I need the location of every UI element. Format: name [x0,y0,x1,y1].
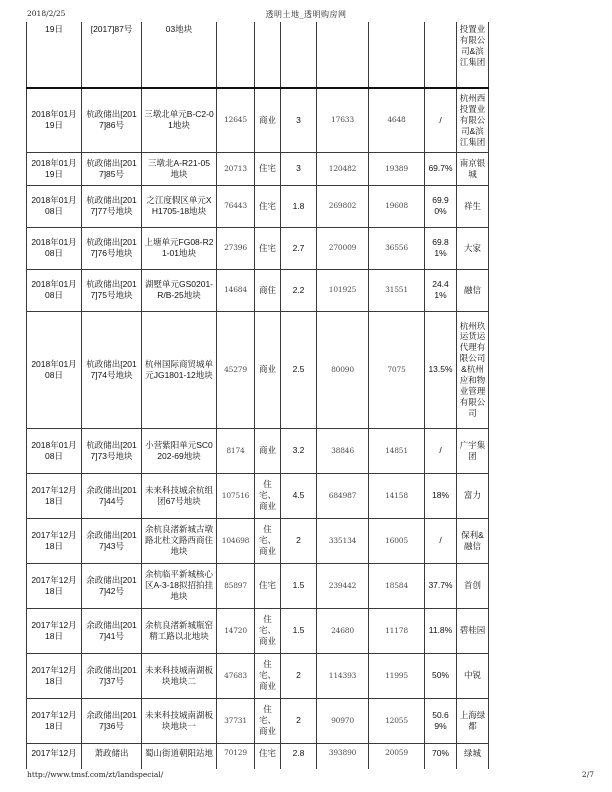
table-cell: 南京银城 [457,152,489,185]
table-cell: 商业 [255,88,281,152]
table-cell: 三墩北A-R21-05地块 [142,152,217,185]
table-cell: 杭政储出[2017]85号 [82,152,142,185]
table-cell: 76443 [217,185,255,227]
table-cell: 住宅、商业 [255,653,281,698]
table-cell: 融信 [457,269,489,311]
table-cell: 107516 [217,473,255,518]
table-cell: 住宅、商业 [255,473,281,518]
table-cell: 18% [425,473,457,518]
table-cell: 12055 [369,698,425,743]
table-cell: 3.2 [281,428,317,473]
table-cell: 2017年12月18日 [27,653,82,698]
table-cell: 绿城 [457,743,489,769]
table-cell: 14158 [369,473,425,518]
table-cell: 2.2 [281,269,317,311]
table-cell: 2.5 [281,311,317,428]
table-cell [281,22,317,88]
table-cell: 2.7 [281,227,317,269]
table-cell: 商业 [255,311,281,428]
table-cell: 保利&融信 [457,518,489,563]
table-cell: 47683 [217,653,255,698]
table-cell: 36556 [369,227,425,269]
table-cell: 13.5% [425,311,457,428]
table-cell: 之江度假区单元XH1705-18地块 [142,185,217,227]
table-cell: 69.90% [425,185,457,227]
table-cell: 11178 [369,608,425,653]
table-cell: 萧政储出 [82,743,142,769]
table-cell: 未来科技城余杭组团67号地块 [142,473,217,518]
table-cell: 2017年12月18日 [27,518,82,563]
table-cell: 商业 [255,428,281,473]
table-row [27,653,489,698]
table-cell: 2 [281,518,317,563]
table-cell: 2018年01月08日 [27,428,82,473]
table-cell: 商住 [255,269,281,311]
table-cell: 50% [425,653,457,698]
table-cell: 3 [281,88,317,152]
table-cell: 8174 [217,428,255,473]
table-cell: 1.5 [281,563,317,608]
table-cell: 杭州玖运货运代理有限公司&杭州应和物业管理有限公司 [457,311,489,428]
table-cell: 270009 [317,227,369,269]
table-cell: 45279 [217,311,255,428]
table-cell: 14720 [217,608,255,653]
table-cell: 2018年01月08日 [27,311,82,428]
land-table-container [26,22,490,769]
table-row [27,563,489,608]
table-cell: 住宅 [255,185,281,227]
table-cell: 19日 [27,22,82,88]
table-cell: 余政储出[2017]42号 [82,563,142,608]
table-cell: / [425,518,457,563]
table-cell: 2017年12月18日 [27,473,82,518]
table-cell: 余杭临平新城核心区A-3-18拟招拍挂地块 [142,563,217,608]
table-cell: 住宅 [255,743,281,769]
table-cell [217,22,255,88]
table-cell: / [425,428,457,473]
table-cell: 余政储出[2017]37号 [82,653,142,698]
table-cell: 3 [281,152,317,185]
table-cell: 393890 [317,743,369,769]
table-cell [425,22,457,88]
table-cell: 杭政储出[2017]73号地块 [82,428,142,473]
table-row [27,269,489,311]
table-cell: 湖墅单元GS0201-R/B-25地块 [142,269,217,311]
table-cell: 杭政储出[2017]75号地块 [82,269,142,311]
table-cell: 37731 [217,698,255,743]
table-cell: 239442 [317,563,369,608]
table-cell: 住宅 [255,152,281,185]
table-row [27,608,489,653]
table-cell: 50.69% [425,698,457,743]
table-cell: 38846 [317,428,369,473]
table-cell: 16005 [369,518,425,563]
table-cell: 余政储出[2017]41号 [82,608,142,653]
table-cell: 90970 [317,698,369,743]
table-cell: 杭政储出[2017]86号 [82,88,142,152]
table-cell: 335134 [317,518,369,563]
table-cell: 12645 [217,88,255,152]
table-cell: 余政储出[2017]44号 [82,473,142,518]
table-row [27,185,489,227]
table-cell: 杭政储出[2017]74号地块 [82,311,142,428]
table-cell: 120482 [317,152,369,185]
table-cell: 69.81% [425,227,457,269]
table-cell: 2018年01月08日 [27,269,82,311]
table-cell: 住宅 [255,227,281,269]
table-cell: 余政储出[2017]43号 [82,518,142,563]
table-cell: 85897 [217,563,255,608]
table-cell: 2017年12月18日 [27,608,82,653]
table-row [27,518,489,563]
table-cell: 31551 [369,269,425,311]
table-cell: 2017年12月18日 [27,698,82,743]
table-cell: 三墩北单元B-C2-01地块 [142,88,217,152]
table-row [27,743,489,769]
table-cell: 蜀山街道朝阳站地 [142,743,217,769]
table-cell: 未来科技城南湖板块地块二 [142,653,217,698]
table-cell [317,22,369,88]
land-transactions-table [26,22,489,769]
table-cell: 70% [425,743,457,769]
table-cell: 4.5 [281,473,317,518]
table-cell: 碧桂园 [457,608,489,653]
table-cell: 11995 [369,653,425,698]
table-cell: 18584 [369,563,425,608]
table-cell: 19389 [369,152,425,185]
table-cell: 2018年01月08日 [27,185,82,227]
table-cell: / [425,88,457,152]
page-number: 2/7 [581,770,594,779]
table-cell: 80090 [317,311,369,428]
table-row [27,428,489,473]
table-cell: 104698 [217,518,255,563]
table-cell: 4648 [369,88,425,152]
table-cell: 1.5 [281,608,317,653]
print-date: 2018/2/25 [27,9,66,18]
table-cell: 2017年12月 [27,743,82,769]
table-cell: 2018年01月19日 [27,88,82,152]
table-cell: 住宅 [255,563,281,608]
table-cell: 首创 [457,563,489,608]
table-row [27,473,489,518]
table-cell: 未来科技城南湖板块地块一 [142,698,217,743]
table-row [27,152,489,185]
table-cell: 余杭良渚新城瓶窑精工路以北地块 [142,608,217,653]
table-row [27,22,489,88]
table-row [27,698,489,743]
table-cell: 70129 [217,743,255,769]
table-cell: 37.7% [425,563,457,608]
table-cell: 小营紫阳单元SC0202-69地块 [142,428,217,473]
table-cell: 上塘单元FG08-R21-01地块 [142,227,217,269]
table-row [27,227,489,269]
table-cell: 14684 [217,269,255,311]
table-cell: 投置业有限公司&滨江集团 [457,22,489,88]
table-cell: 2 [281,698,317,743]
footer-url: http://www.tmsf.com/zt/landspecial/ [27,770,164,779]
table-cell: 2018年01月19日 [27,152,82,185]
table-cell: 27396 [217,227,255,269]
table-cell: 269802 [317,185,369,227]
table-cell: 2017年12月18日 [27,563,82,608]
table-cell: [2017]87号 [82,22,142,88]
table-cell: 1.8 [281,185,317,227]
table-cell: 2 [281,653,317,698]
table-cell: 住宅、商业 [255,698,281,743]
table-cell: 住宅、商业 [255,518,281,563]
table-cell: 余政储出[2017]36号 [82,698,142,743]
table-cell: 03地块 [142,22,217,88]
table-cell: 101925 [317,269,369,311]
table-cell: 69.7% [425,152,457,185]
table-cell: 2018年01月08日 [27,227,82,269]
table-cell: 杭政储出[2017]76号地块 [82,227,142,269]
table-cell: 20713 [217,152,255,185]
table-row [27,88,489,152]
table-cell: 114393 [317,653,369,698]
table-cell: 大家 [457,227,489,269]
table-cell: 684987 [317,473,369,518]
table-cell [255,22,281,88]
table-cell: 14851 [369,428,425,473]
table-cell: 11.8% [425,608,457,653]
table-row [27,311,489,428]
table-cell: 上海绿都 [457,698,489,743]
table-cell [369,22,425,88]
table-cell: 广宇集团 [457,428,489,473]
table-cell: 24680 [317,608,369,653]
table-cell: 20059 [369,743,425,769]
table-cell: 17633 [317,88,369,152]
table-cell: 杭州西投置业有限公司&滨江集团 [457,88,489,152]
table-cell: 祥生 [457,185,489,227]
table-cell: 杭政储出[2017]77号地块 [82,185,142,227]
table-cell: 杭州国际商贸城单元JG1801-12地块 [142,311,217,428]
table-cell: 住宅、商业 [255,608,281,653]
table-cell: 24.41% [425,269,457,311]
table-cell: 富力 [457,473,489,518]
table-cell: 中锐 [457,653,489,698]
table-cell: 2.8 [281,743,317,769]
table-cell: 19608 [369,185,425,227]
table-cell: 7075 [369,311,425,428]
page-title: 透明土地_透明购房网 [265,10,347,19]
table-cell: 余杭良渚新城古墩路北杜文路西商住地块 [142,518,217,563]
